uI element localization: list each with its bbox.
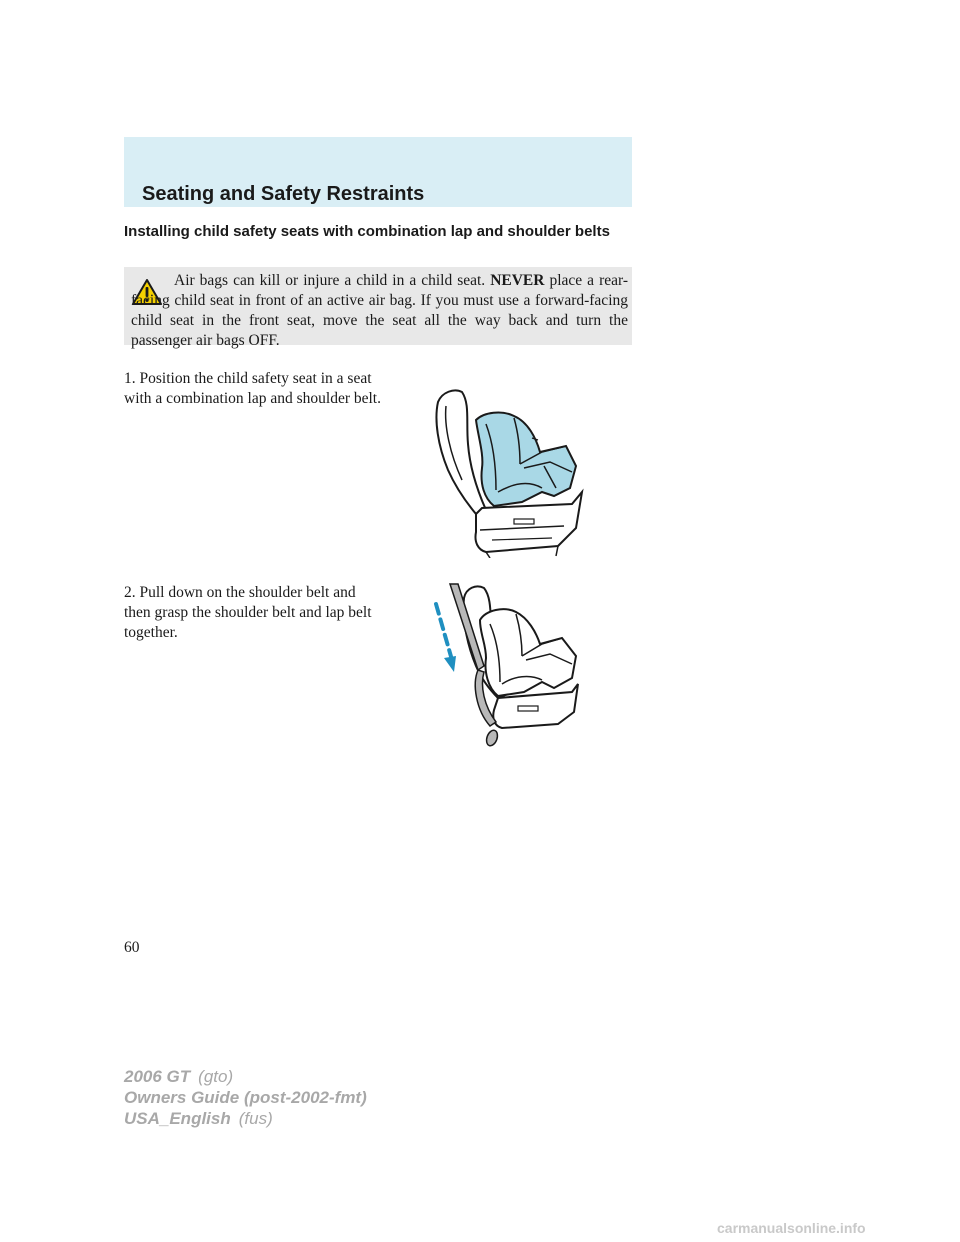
section-title: Seating and Safety Restraints (142, 183, 425, 205)
warning-text (131, 271, 628, 351)
page-number: 60 (124, 939, 140, 956)
warning-text-before: Air bags can kill or injure a child in a child seat. (174, 272, 491, 289)
step-2-text: 2. Pull down on the shoulder belt and then grasp the shoulder belt and lap belt together. (124, 584, 372, 641)
step-1-text: 1. Position the child safety seat in a seat with a combination lap and shoulder belt. (124, 370, 381, 407)
footer-line-1 (124, 1066, 367, 1087)
footer-language: USA_English (124, 1109, 231, 1128)
warning-text-after: place a rear-facing child seat in front of an active air bag. If you must use a forward-facing child seat in the front seat, move the seat all the way back and turn the passenger air bags OFF. (131, 272, 629, 349)
subheading: Installing child safety seats with combination lap and shoulder belts (124, 223, 610, 240)
document-footer (124, 1066, 367, 1129)
child-seat-on-vehicle-seat-illustration (432, 380, 584, 558)
footer-language-code: (fus) (238, 1109, 273, 1128)
warning-emphasis: NEVER (490, 272, 545, 289)
shoulder-belt-pull-down-illustration (432, 580, 584, 748)
watermark-text: carmanualsonline.info (717, 1220, 866, 1236)
footer-line-2 (124, 1087, 367, 1108)
footer-model-code: (gto) (198, 1067, 234, 1086)
footer-model: 2006 GT (124, 1067, 191, 1086)
footer-line-3 (124, 1108, 367, 1129)
footer-guide-format: Owners Guide (post-2002-fmt) (124, 1088, 367, 1107)
